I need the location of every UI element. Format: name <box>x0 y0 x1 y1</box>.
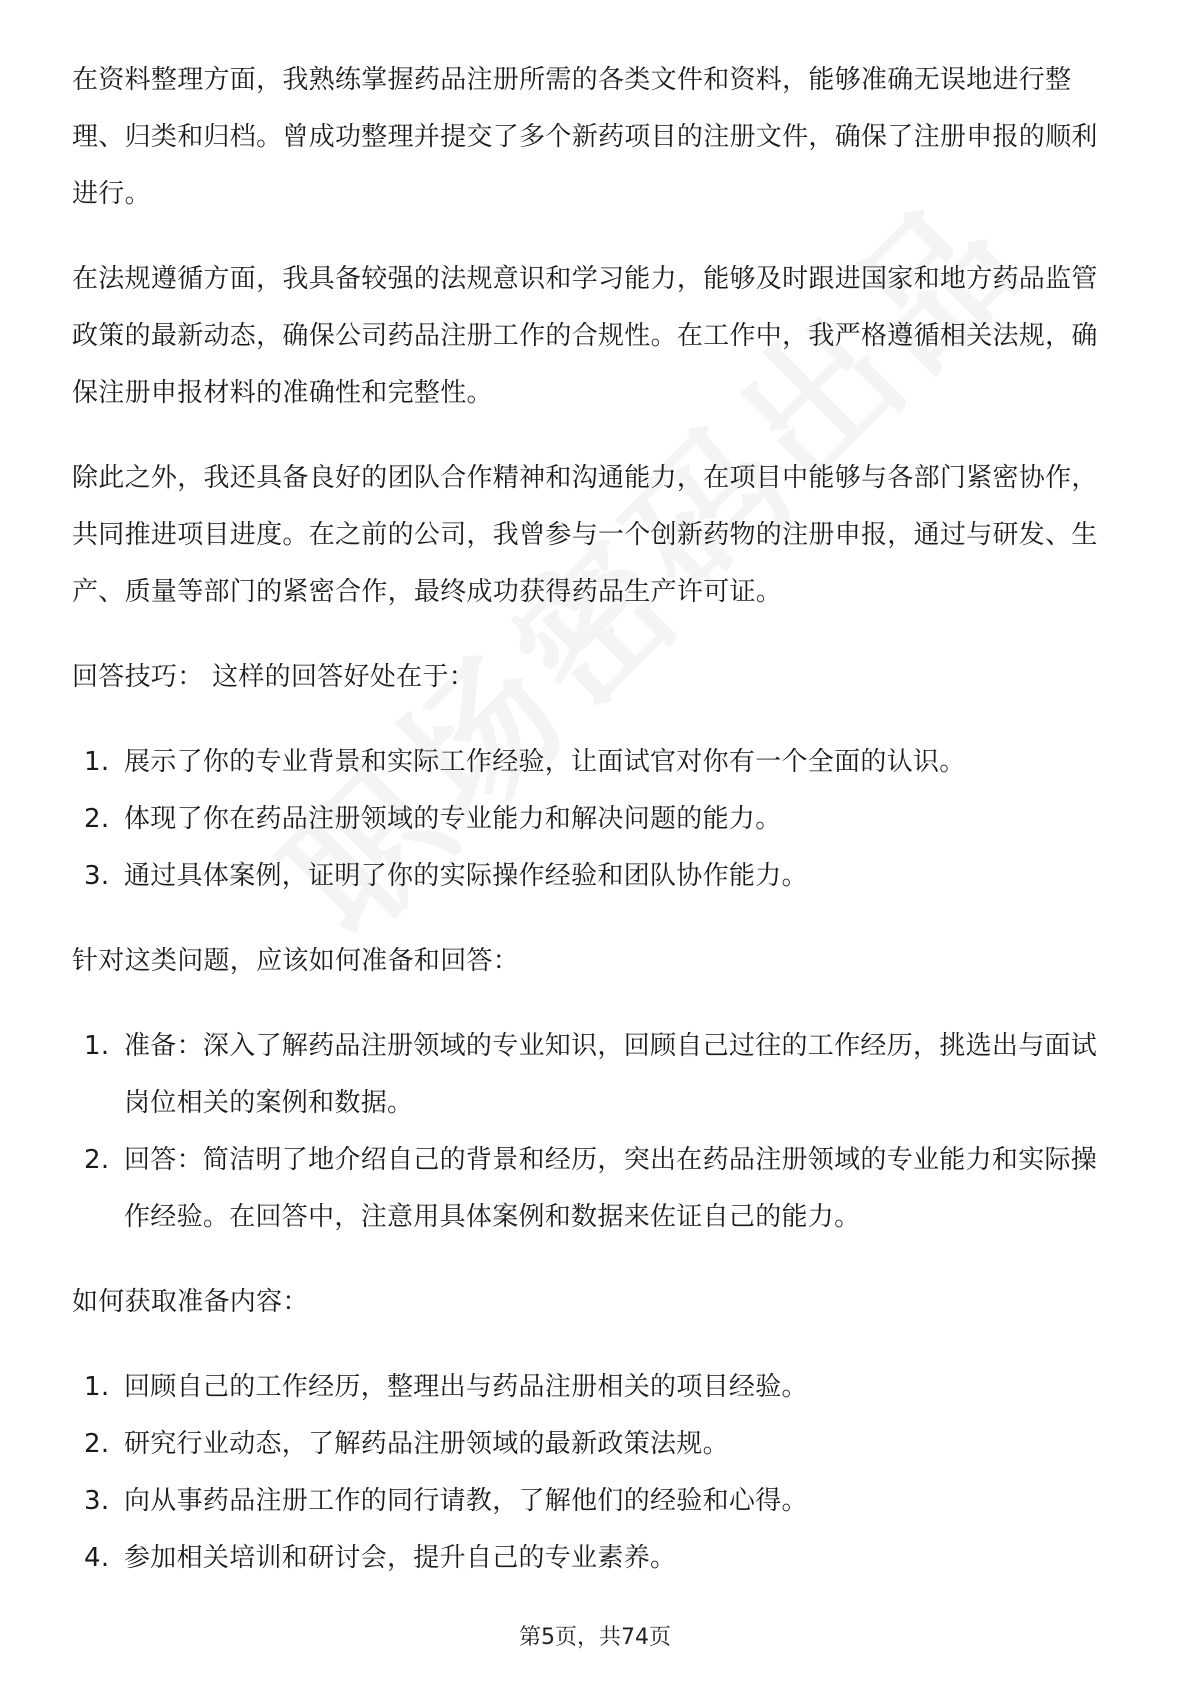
list-item <box>72 791 1122 848</box>
list-number: 2. <box>84 804 110 834</box>
list-number: 1. <box>84 1372 110 1402</box>
paragraph-document-organization: 在资料整理方面，我熟练掌握药品注册所需的各类文件和资料，能够准确无误地进行整理、归类和归档。曾成功整理并提交了多个新药项目的注册文件，确保了注册申报的顺利进行。 <box>72 65 1098 209</box>
list-item <box>72 1416 1122 1473</box>
list-item-text: 回顾自己的工作经历，整理出与药品注册相关的项目经验。 <box>124 1372 808 1402</box>
tips-list <box>72 734 1122 905</box>
list-item-text: 体现了你在药品注册领域的专业能力和解决问题的能力。 <box>124 804 782 834</box>
list-item <box>72 1530 1122 1587</box>
list-number: 1. <box>84 1031 110 1061</box>
list-item-text: 参加相关培训和研讨会，提升自己的专业素养。 <box>124 1543 677 1573</box>
paragraph-teamwork: 除此之外，我还具备良好的团队合作精神和沟通能力，在项目中能够与各部门紧密协作，共同推进项目进度。在之前的公司，我曾参与一个创新药物的注册申报，通过与研发、生产、质量等部门的紧密合作，最终成功获得药品生产许可证。 <box>72 463 1098 607</box>
list-number: 1. <box>84 747 110 777</box>
list-item-text: 通过具体案例，证明了你的实际操作经验和团队协作能力。 <box>124 861 808 891</box>
list-item-text: 回答：简洁明了地介绍自己的背景和经历，突出在药品注册领域的专业能力和实际操作经验。在回答中，注意用具体案例和数据来佐证自己的能力。 <box>124 1145 1098 1232</box>
list-item <box>72 848 1122 905</box>
list-item <box>72 1018 1122 1132</box>
paragraph-regulatory-compliance: 在法规遵循方面，我具备较强的法规意识和学习能力，能够及时跟进国家和地方药品监管政策的最新动态，确保公司药品注册工作的合规性。在工作中，我严格遵循相关法规，确保注册申报材料的准确性和完整性。 <box>72 264 1098 408</box>
list-item-text: 准备：深入了解药品注册领域的专业知识，回顾自己过往的工作经历，挑选出与面试岗位相关的案例和数据。 <box>124 1031 1098 1118</box>
obtain-heading: 如何获取准备内容： <box>72 1287 309 1317</box>
list-number: 2. <box>84 1429 110 1459</box>
list-item <box>72 1359 1122 1416</box>
list-item <box>72 734 1122 791</box>
list-item <box>72 1473 1122 1530</box>
list-item-text: 研究行业动态，了解药品注册领域的最新政策法规。 <box>124 1429 729 1459</box>
list-number: 4. <box>84 1543 110 1573</box>
list-item-text: 展示了你的专业背景和实际工作经验，让面试官对你有一个全面的认识。 <box>124 747 966 777</box>
list-number: 3. <box>84 1486 110 1516</box>
page-number-footer: 第5页，共74页 <box>519 1625 671 1650</box>
prepare-list <box>72 1018 1122 1246</box>
prepare-heading: 针对这类问题，应该如何准备和回答： <box>72 946 520 976</box>
list-number: 3. <box>84 861 110 891</box>
document-content <box>72 52 1122 1587</box>
list-number: 2. <box>84 1145 110 1175</box>
tips-heading: 回答技巧： 这样的回答好处在于： <box>72 662 476 692</box>
list-item <box>72 1132 1122 1246</box>
obtain-list <box>72 1359 1122 1587</box>
list-item-text: 向从事药品注册工作的同行请教，了解他们的经验和心得。 <box>124 1486 808 1516</box>
